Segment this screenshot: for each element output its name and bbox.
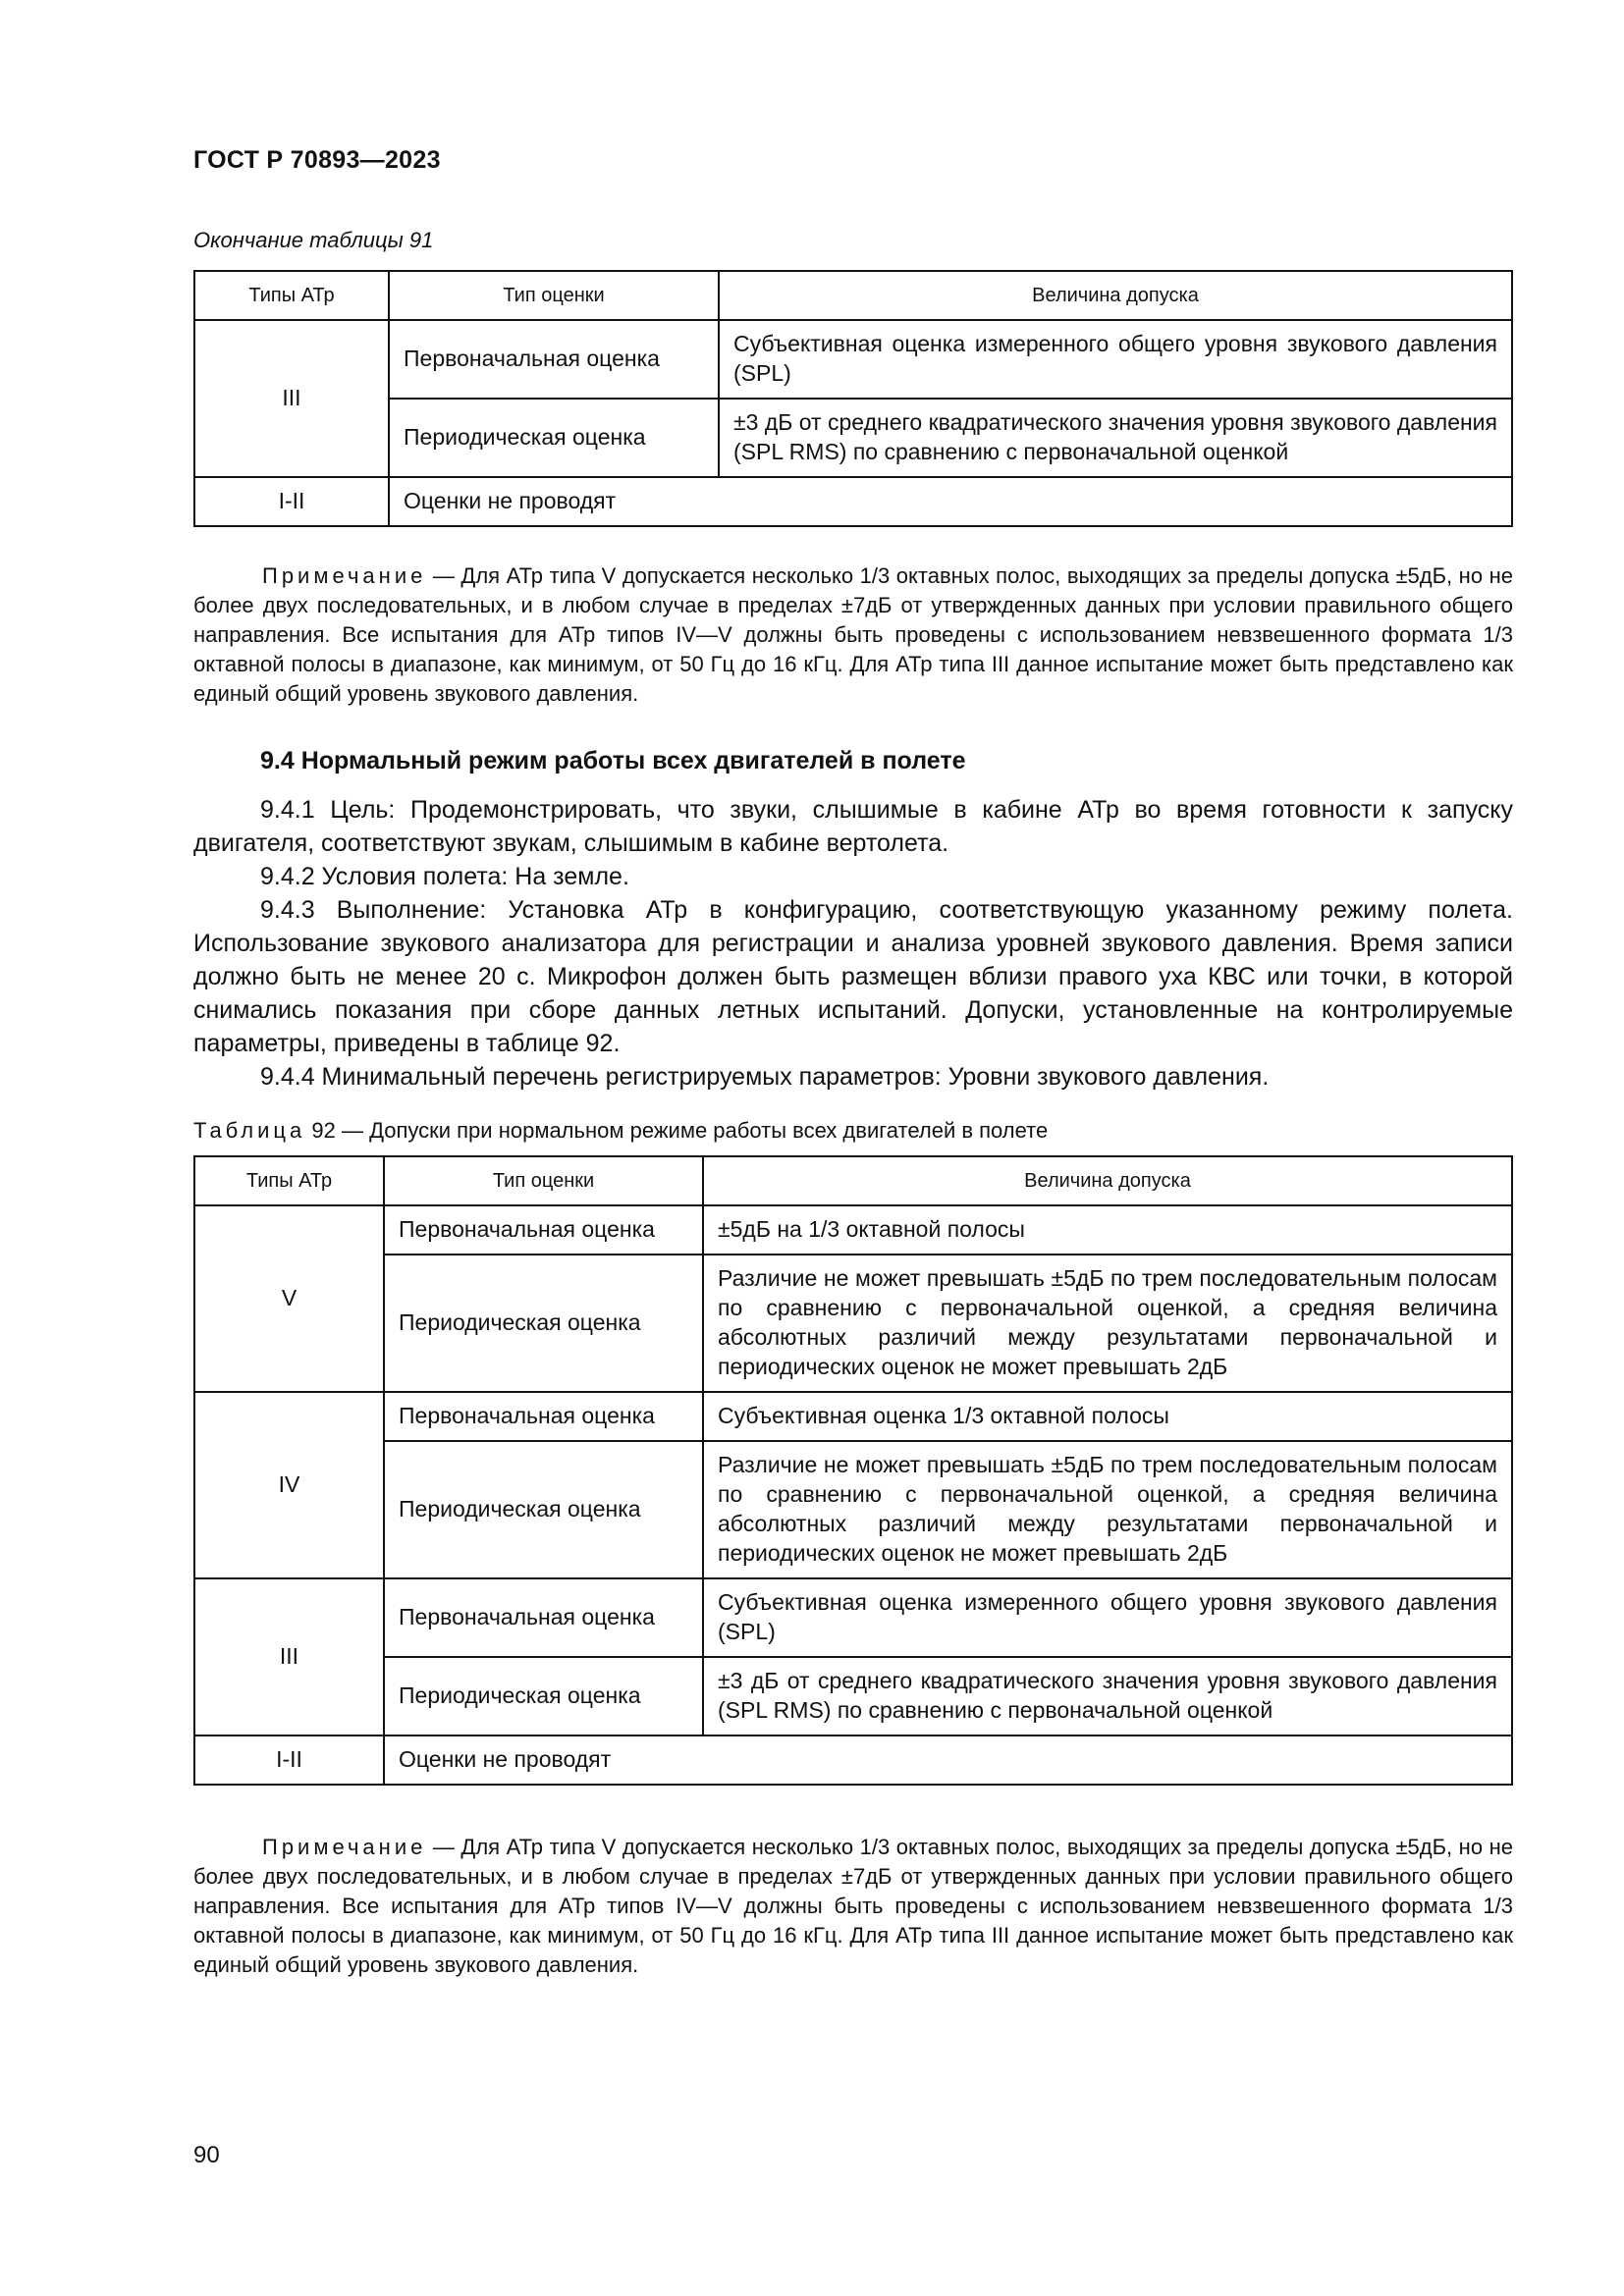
table-row: [194, 1578, 1512, 1657]
section-title: 9.4 Нормальный режим работы всех двигателей в полете: [260, 747, 966, 774]
assessment-cell: Периодическая оценка: [384, 1255, 703, 1392]
table-row: [194, 1441, 1512, 1578]
assessment-cell: Первоначальная оценка: [389, 320, 719, 399]
tolerance-cell: ±3 дБ от среднего квадратического значения уровня звукового давления (SPL RMS) по сравнению с первоначальной оценкой: [703, 1657, 1512, 1735]
page-number: 90: [193, 2142, 220, 2168]
table-91: [193, 270, 1513, 527]
type-cell: V: [194, 1205, 384, 1392]
type-cell: III: [194, 1578, 384, 1735]
tolerance-cell: Субъективная оценка измеренного общего уровня звукового давления (SPL): [703, 1578, 1512, 1657]
tolerance-cell: Субъективная оценка измеренного общего уровня звукового давления (SPL): [719, 320, 1512, 399]
note-text: — Для АТр типа V допускается несколько 1/3 октавных полос, выходящих за пределы допуска ±5дБ, но не более двух последовательных, и в любом случае в пределах ±7дБ от утвержденных данных при условии правильного общего направления. Все испытания для АТр типов IV—V должны быть проведены с использованием невзвешенного формата 1/3 октавной полосы в диапазоне, как минимум, от 50 Гц до 16 кГц. Для АТр типа III данное испытание может быть представлено как единый общий уровень звукового давления.: [193, 563, 1513, 706]
column-header-tolerance: Величина допуска: [719, 271, 1512, 320]
table-row: [194, 477, 1512, 526]
assessment-cell: Периодическая оценка: [389, 399, 719, 477]
type-cell: I-II: [194, 477, 389, 526]
paragraph: 9.4.3 Выполнение: Установка АТр в конфигурацию, соответствующую указанному режиму полета. Использование звукового анализатора для регистрации и анализа уровней звукового давления. Время записи должно быть не менее 20 с. Микрофон должен быть размещен вблизи правого уха КВС или точки, в которой снимались показания при сборе данных летных испытаний. Допуски, установленные на контролируемые параметры, приведены в таблице 92.: [193, 896, 1513, 1057]
note-2: [193, 1833, 1513, 1980]
type-cell: III: [194, 320, 389, 477]
tolerance-cell: ±3 дБ от среднего квадратического значения уровня звукового давления (SPL RMS) по сравнению с первоначальной оценкой: [719, 399, 1512, 477]
tolerance-cell: Различие не может превышать ±5дБ по трем последовательным полосам по сравнению с первоначальной оценкой, а средняя величина абсолютных различий между результатами первоначальной и периодических оценок не может превышать 2дБ: [703, 1255, 1512, 1392]
table-row: [194, 1735, 1512, 1785]
column-header-assessment: Тип оценки: [389, 271, 719, 320]
type-cell: I-II: [194, 1735, 384, 1785]
column-header-tolerance: Величина допуска: [703, 1156, 1512, 1205]
table-label: Таблица: [193, 1118, 306, 1143]
assessment-cell: Первоначальная оценка: [384, 1392, 703, 1441]
table-caption-text: 92 — Допуски при нормальном режиме работы всех двигателей в полете: [305, 1118, 1049, 1143]
table-92-caption: [193, 1118, 1048, 1144]
no-assessment-cell: Оценки не проводят: [384, 1735, 1512, 1785]
column-header-types: Типы АТр: [194, 271, 389, 320]
assessment-cell: Первоначальная оценка: [384, 1578, 703, 1657]
assessment-cell: Первоначальная оценка: [384, 1205, 703, 1255]
assessment-cell: Периодическая оценка: [384, 1441, 703, 1578]
paragraph: 9.4.2 Условия полета: На земле.: [260, 863, 629, 890]
note-1: [193, 561, 1513, 709]
table-91-continuation-caption: Окончание таблицы 91: [193, 228, 434, 252]
type-cell: IV: [194, 1392, 384, 1578]
table-row: [194, 1657, 1512, 1735]
table-row: [194, 320, 1512, 399]
standard-code-header: ГОСТ Р 70893—2023: [193, 146, 441, 174]
tolerance-cell: Различие не может превышать ±5дБ по трем последовательным полосам по сравнению с первоначальной оценкой, а средняя величина абсолютных различий между результатами первоначальной и периодических оценок не может превышать 2дБ: [703, 1441, 1512, 1578]
tolerance-cell: Субъективная оценка 1/3 октавной полосы: [703, 1392, 1512, 1441]
section-body: [193, 793, 1513, 1094]
note-text: — Для АТр типа V допускается несколько 1/3 октавных полос, выходящих за пределы допуска ±5дБ, но не более двух последовательных, и в любом случае в пределах ±7дБ от утвержденных данных при условии правильного общего направления. Все испытания для АТр типов IV—V должны быть проведены с использованием невзвешенного формата 1/3 октавной полосы в диапазоне, как минимум, от 50 Гц до 16 кГц. Для АТр типа III данное испытание может быть представлено как единый общий уровень звукового давления.: [193, 1835, 1513, 1977]
paragraph: 9.4.1 Цель: Продемонстрировать, что звуки, слышимые в кабине АТр во время готовности к запуску двигателя, соответствуют звукам, слышимым в кабине вертолета.: [193, 796, 1513, 857]
paragraph: 9.4.4 Минимальный перечень регистрируемых параметров: Уровни звукового давления.: [260, 1063, 1270, 1091]
column-header-assessment: Тип оценки: [384, 1156, 703, 1205]
table-header-row: [194, 1156, 1512, 1205]
table-row: [194, 1205, 1512, 1255]
assessment-cell: Периодическая оценка: [384, 1657, 703, 1735]
table-header-row: [194, 271, 1512, 320]
no-assessment-cell: Оценки не проводят: [389, 477, 1512, 526]
table-row: [194, 1255, 1512, 1392]
table-92: [193, 1155, 1513, 1786]
table-row: [194, 399, 1512, 477]
column-header-types: Типы АТр: [194, 1156, 384, 1205]
note-label: Примечание: [262, 1835, 427, 1859]
tolerance-cell: ±5дБ на 1/3 октавной полосы: [703, 1205, 1512, 1255]
table-row: [194, 1392, 1512, 1441]
note-label: Примечание: [262, 563, 427, 588]
